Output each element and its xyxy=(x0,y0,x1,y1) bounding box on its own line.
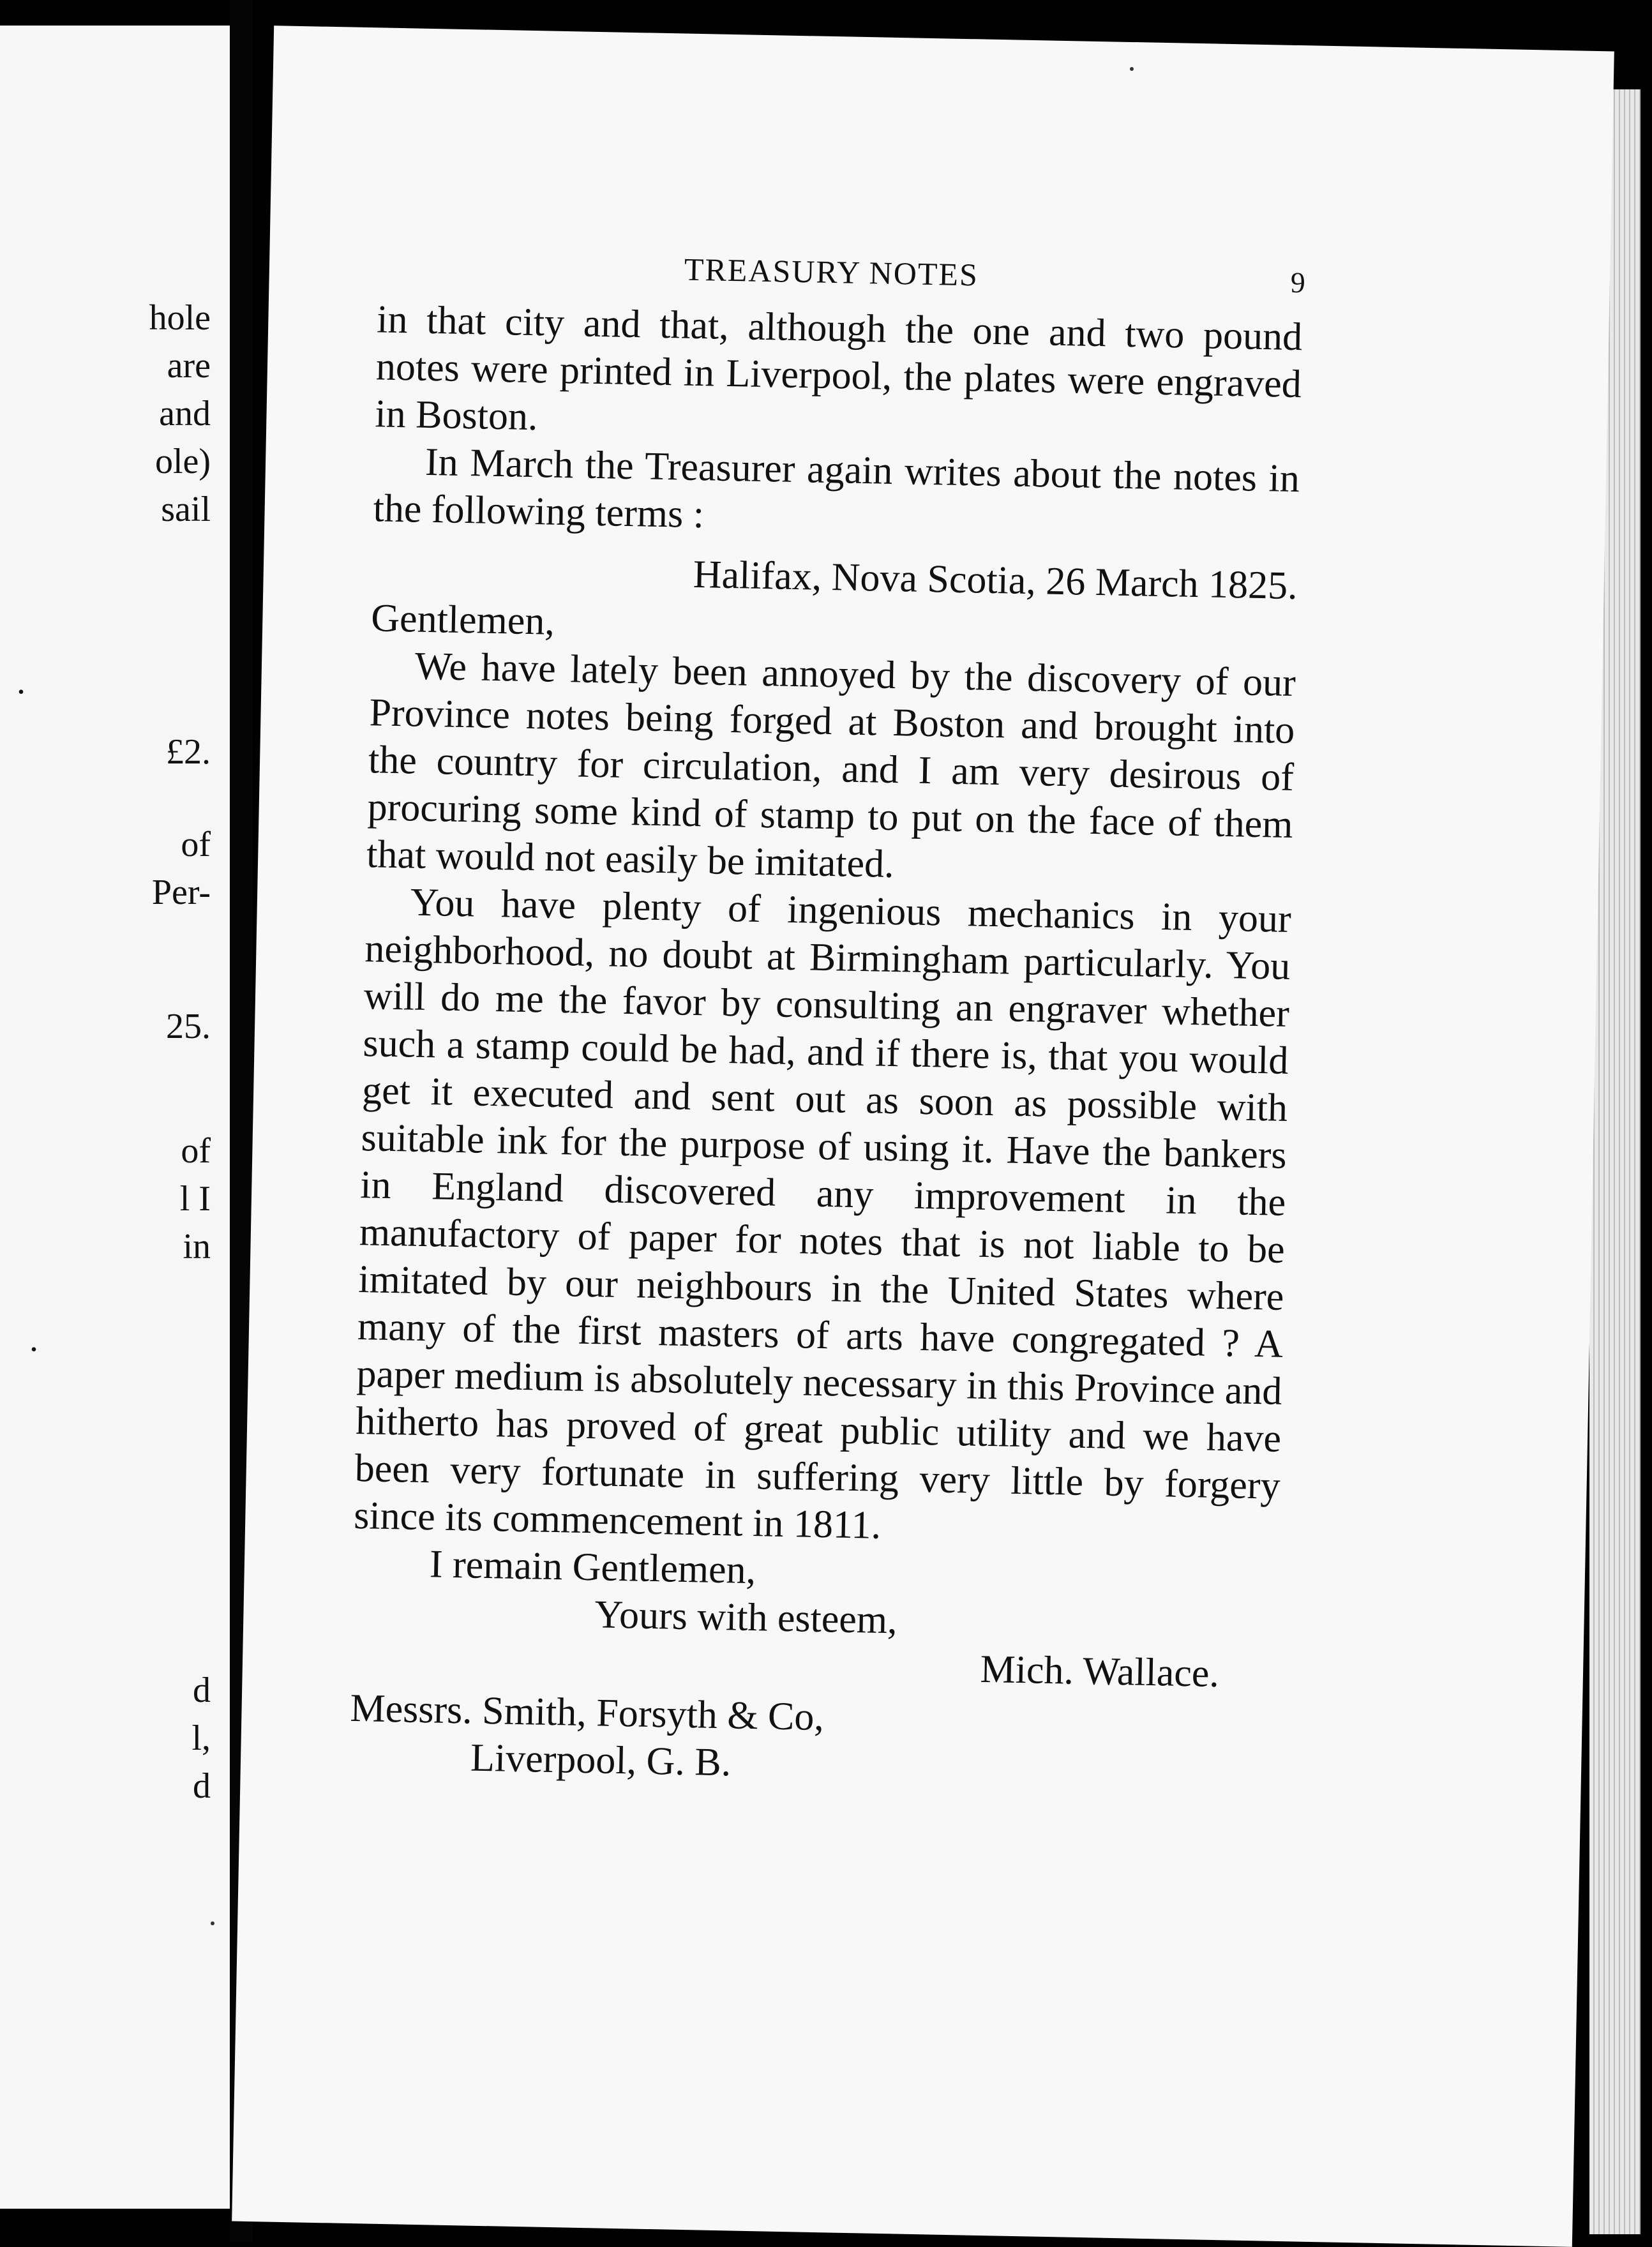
letter-closing: Yours with esteem, xyxy=(594,1593,898,1642)
letter-paragraph: You have plenty of ingenious mechanics in your neighborhood, no doubt at Birmingham particularly. You will do me the favor by consulting an engraver whether such a stamp could be had, and if there is, that you would get it executed and sent out as soon as possible with suitable ink for the purpose of using it. Have the bankers in England discovered any improvement in the manufactory of paper for notes that is not liable to be imitated by our neighbours in the United States where many of the first masters of arts have congregated ? A paper medium is absolutely necessary in this Province and hitherto has proved of great public utility and we have been very fortunate in suffering very little by forgery since its commencement in 1811. xyxy=(353,880,1292,1547)
letter-paragraph: We have lately been annoyed by the discovery of our Province notes being forged at Boston and brought into the country for circulation, and I am very desirous of procuring some kind of stamp to put on the face of them that would not easily be imitated. xyxy=(366,644,1296,887)
left-text-fragment: £2. xyxy=(166,732,211,772)
previous-page-fragment xyxy=(0,26,230,2209)
page-body xyxy=(349,296,1303,1796)
scan-speck xyxy=(1130,67,1134,71)
page-number: 9 xyxy=(1290,266,1306,299)
paragraph: In March the Treasurer again writes about the notes in the following terms : xyxy=(373,440,1300,537)
left-text-fragment: . xyxy=(29,1319,38,1359)
paragraph: in that city and that, although the one and two pound notes were printed in Liverpool, the plates were engraved in Boston. xyxy=(374,297,1303,439)
left-text-fragment: hole xyxy=(149,298,211,338)
left-text-fragment: sail xyxy=(161,490,211,529)
left-text-fragment: ole) xyxy=(154,442,211,481)
letter-address: Liverpool, G. B. xyxy=(470,1736,732,1785)
left-text-fragment: l, xyxy=(191,1718,211,1758)
left-text-fragment: Per- xyxy=(151,873,211,912)
scan-speck xyxy=(211,1921,214,1925)
left-text-fragment: of xyxy=(181,1131,211,1171)
letter-signature: Mich. Wallace. xyxy=(979,1647,1220,1696)
left-text-fragment: and xyxy=(159,394,211,433)
left-text-fragment: . xyxy=(17,662,26,702)
left-text-fragment: of xyxy=(181,825,211,864)
book-page xyxy=(232,26,1614,2247)
running-head: TREASURY NOTES xyxy=(684,251,979,293)
left-text-fragment: in xyxy=(183,1227,211,1266)
left-text-fragment: 25. xyxy=(166,1007,211,1046)
letter-closing: I remain Gentlemen, xyxy=(429,1542,756,1593)
left-text-fragment: d xyxy=(193,1766,211,1806)
letter-date-line: Halifax, Nova Scotia, 26 March 1825. xyxy=(693,552,1298,608)
letter-salutation: Gentlemen, xyxy=(370,596,555,643)
left-text-fragment: d xyxy=(193,1671,211,1710)
left-text-fragment: l I xyxy=(179,1179,211,1219)
letter-addressee: Messrs. Smith, Forsyth & Co, xyxy=(349,1686,825,1740)
left-text-fragment: are xyxy=(167,346,211,386)
